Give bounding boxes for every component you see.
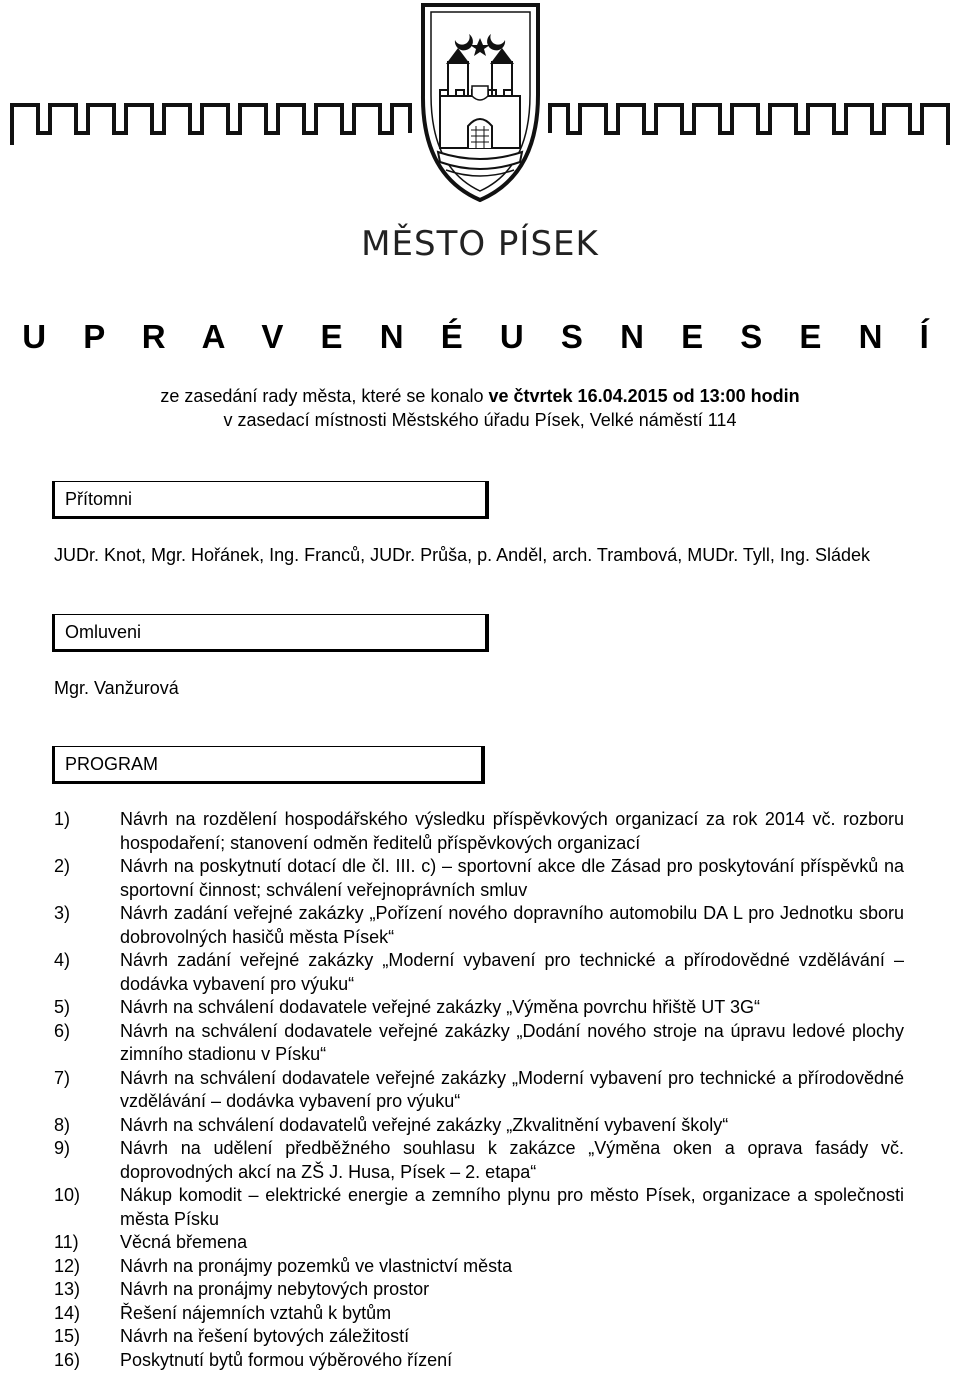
program-item-text: Návrh na schválení dodavatelů veřejné zakázky „Zkvalitnění vybavení školy“ [120,1114,729,1135]
program-item [54,996,904,1020]
program-item [54,1114,904,1138]
program-item-number: 14) [54,1302,81,1323]
program-item-text: Návrh na poskytnutí dotací dle čl. III. c) – sportovní akce dle Zásad pro poskytování příspěvků na sportovní činnost; schválení veřejnoprávních smluv [120,856,904,900]
meeting-date-prefix: ze zasedání rady města, které se konalo [160,386,489,406]
program-item [54,1184,904,1231]
program-item [54,808,904,855]
program-item-text: Poskytnutí bytů formou výběrového řízení [120,1349,453,1370]
program-item-number: 13) [54,1279,81,1299]
program-item [54,949,904,996]
program-item [54,1278,904,1302]
absent-names: Mgr. Vanžurová [54,678,179,698]
program-item-number: 12) [54,1255,81,1276]
program-item-text: Návrh na rozdělení hospodářského výsledku příspěvkových organizací za rok 2014 vč. rozboru hospodaření; stanovení odměn ředitelů příspěvkových organizací [120,809,904,853]
program-item [54,902,904,949]
present-heading: Přítomni [52,481,489,519]
program-heading: PROGRAM [52,746,485,784]
program-item-number: 1) [54,809,71,829]
program-item-number: 15) [54,1326,81,1346]
program-item [54,1137,904,1184]
program-item-text: Nákup komodit – elektrické energie a zemního plynu pro město Písek, organizace a společnosti města Písku [120,1185,904,1229]
program-item [54,1349,904,1373]
program-item-number: 10) [54,1185,81,1205]
meeting-date-line [0,386,960,407]
program-item [54,855,904,902]
program-item-number: 16) [54,1349,81,1370]
program-list [54,808,904,1372]
meeting-location-line: v zasedací místnosti Městského úřadu Písek, Velké náměstí 114 [223,410,737,430]
program-item [54,1067,904,1114]
program-item-number: 9) [54,1138,71,1158]
program-item-number: 8) [54,1114,71,1135]
program-item-text: Návrh zadání veřejné zakázky „Moderní vybavení pro technické a přírodovědné vzdělávání – dodávka vybavení pro výuku“ [120,950,904,994]
coat-of-arms-crest-icon [0,0,960,215]
program-item [54,1255,904,1279]
program-item [54,1020,904,1067]
program-item-text: Věcná břemena [120,1232,248,1252]
program-item [54,1302,904,1326]
program-item-text: Návrh na pronájmy pozemků ve vlastnictví města [120,1255,513,1276]
program-item-text: Řešení nájemních vztahů k bytům [120,1302,392,1323]
city-name: MĚSTO PÍSEK [361,224,599,264]
program-item-number: 7) [54,1067,71,1088]
program-item-number: 4) [54,950,71,970]
program-item-number: 2) [54,856,71,876]
program-item-number: 6) [54,1020,71,1041]
absent-heading: Omluveni [52,614,489,652]
program-item-text: Návrh zadání veřejné zakázky „Pořízení nového dopravního automobilu DA L pro Jednotku sboru dobrovolných hasičů města Písek“ [120,903,904,947]
program-item-text: Návrh na schválení dodavatele veřejné zakázky „Moderní vybavení pro technické a přírodovědné vzdělávání – dodávka vybavení pro výuku“ [120,1067,904,1111]
program-item-text: Návrh na udělení předběžného souhlasu k zakázce „Výměna oken a oprava fasády vč. doprovodných akcí na ZŠ J. Husa, Písek – 2. etapa“ [120,1138,904,1182]
document-title: U P R A V E N É U S N E S E N Í [22,318,938,355]
meeting-date-bold: ve čtvrtek 16.04.2015 od 13:00 hodin [488,386,800,406]
program-item-text: Návrh na schválení dodavatele veřejné zakázky „Výměna povrchu hřiště UT 3G“ [120,997,760,1017]
present-names: JUDr. Knot, Mgr. Hořánek, Ing. Franců, JUDr. Průša, p. Anděl, arch. Trambová, MUDr. Tyll, Ing. Sládek [54,545,870,565]
program-item-text: Návrh na pronájmy nebytových prostor [120,1279,430,1299]
program-item-number: 11) [54,1232,79,1252]
program-item-text: Návrh na schválení dodavatele veřejné zakázky „Dodání nového stroje na úpravu ledové plochy zimního stadionu v Písku“ [120,1020,904,1064]
program-item [54,1325,904,1349]
program-item-text: Návrh na řešení bytových záležitostí [120,1326,410,1346]
program-item [54,1231,904,1255]
program-item-number: 3) [54,903,71,923]
program-item-number: 5) [54,997,71,1017]
